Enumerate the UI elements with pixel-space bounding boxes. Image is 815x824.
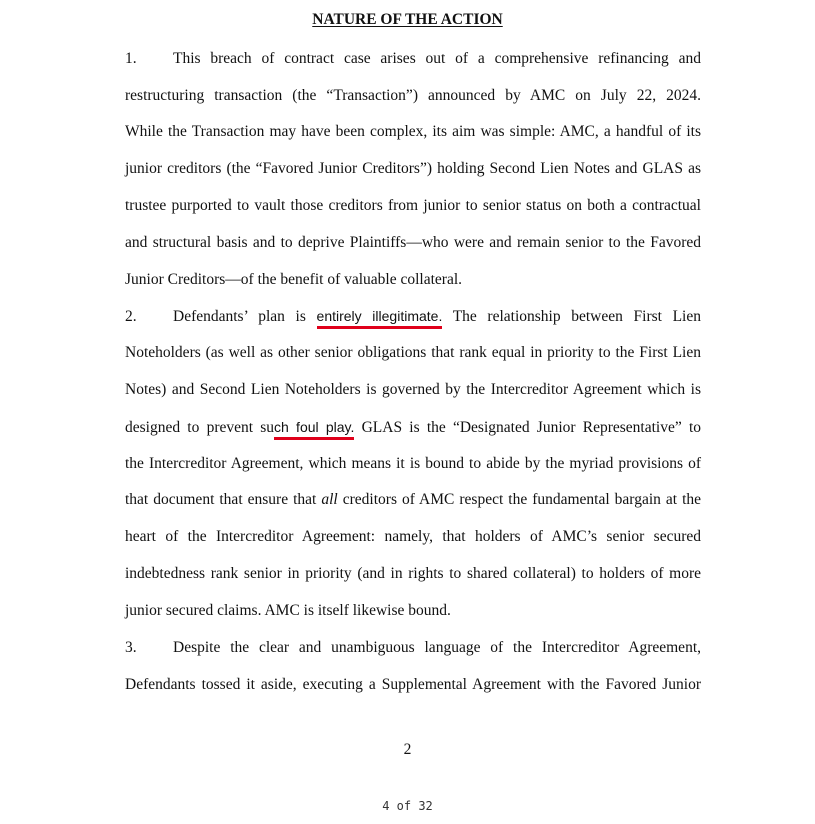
paragraph-1-line-2: restructuring transaction (the “Transaction”) announced by AMC on July 22, 2024. <box>125 87 701 104</box>
paragraph-2-line-2: Noteholders (as well as other senior obligations that rank equal in priority to the First Lien <box>125 344 701 361</box>
paragraph-text: that document that ensure that <box>125 491 317 508</box>
highlighted-phrase: ch foul play. <box>274 419 354 440</box>
paragraph-3-number: 3. <box>125 639 137 656</box>
page-number: 2 <box>403 741 412 758</box>
paragraph-2-line-4 <box>125 417 701 438</box>
paragraph-text: designed to prevent su <box>125 419 275 436</box>
paragraph-2-number: 2. <box>125 308 137 325</box>
paragraph-text: GLAS is the “Designated Junior Representative” to <box>361 419 702 436</box>
paragraph-2-line-3: Notes) and Second Lien Noteholders is governed by the Intercreditor Agreement which is <box>125 381 701 398</box>
paragraph-2-line-5: the Intercreditor Agreement, which means it is bound to abide by the myriad provisions of <box>125 455 701 472</box>
paragraph-2-line-8: indebtedness rank senior in priority (and in rights to shared collateral) to holders of more <box>125 565 701 582</box>
paragraph-2-line-1 <box>125 306 701 327</box>
paragraph-3-line-2: Defendants tossed it aside, executing a Supplemental Agreement with the Favored Junior <box>125 676 701 693</box>
paragraph-1-line-4: junior creditors (the “Favored Junior Creditors”) holding Second Lien Notes and GLAS as <box>125 160 701 177</box>
paragraph-2-line-6 <box>125 490 701 510</box>
paragraph-1-line-1 <box>125 49 701 69</box>
paragraph-2-line-7: heart of the Intercreditor Agreement: namely, that holders of AMC’s senior secured <box>125 528 701 545</box>
paragraph-text: This breach of contract case arises out of a comprehensive refinancing and <box>173 50 701 67</box>
paragraph-1-line-7: Junior Creditors—of the benefit of valuable collateral. <box>125 271 463 288</box>
paragraph-1-line-6: and structural basis and to deprive Plaintiffs—who were and remain senior to the Favored <box>125 234 701 251</box>
section-heading: NATURE OF THE ACTION <box>312 11 503 28</box>
paragraph-1-number: 1. <box>125 50 137 67</box>
emphasis-text: all <box>321 491 338 508</box>
paragraph-text: Despite the clear and unambiguous language of the Intercreditor Agreement, <box>173 639 701 656</box>
paragraph-2-line-9: junior secured claims. AMC is itself likewise bound. <box>125 602 451 619</box>
paragraph-3-line-1 <box>125 638 701 658</box>
page-counter-footer: 4 of 32 <box>382 799 433 813</box>
paragraph-1-line-3: While the Transaction may have been complex, its aim was simple: AMC, a handful of its <box>125 123 701 140</box>
paragraph-1-line-5: trustee purported to vault those creditors from junior to senior status on both a contractual <box>125 197 701 214</box>
paragraph-text: The relationship between First Lien <box>452 308 701 325</box>
highlighted-phrase: entirely illegitimate. <box>317 308 443 329</box>
paragraph-text: creditors of AMC respect the fundamental bargain at the <box>342 491 702 508</box>
paragraph-text: Defendants’ plan is <box>173 308 306 325</box>
